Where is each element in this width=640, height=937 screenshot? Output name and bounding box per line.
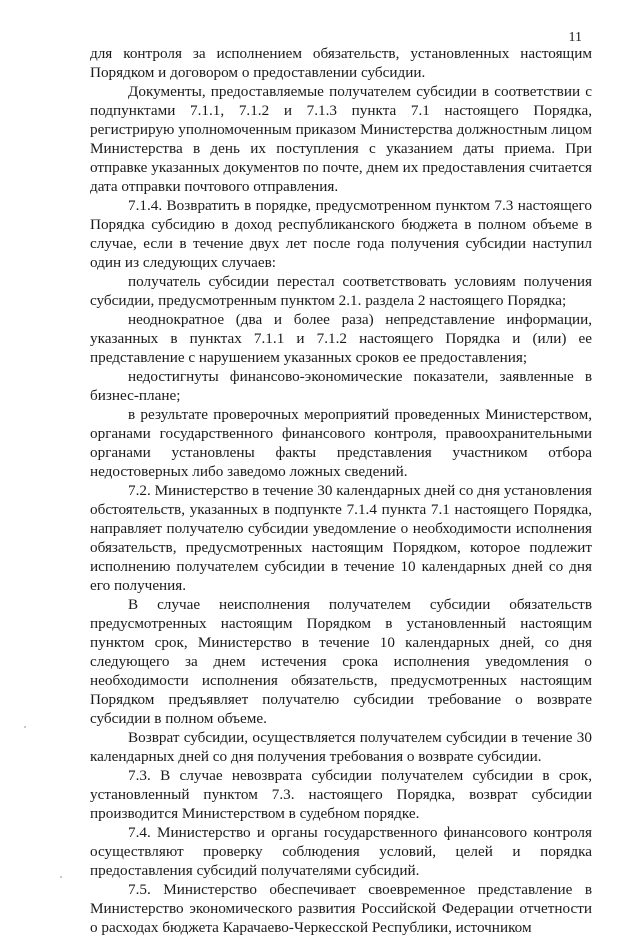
document-body xyxy=(90,44,592,937)
paragraph-7-2: 7.2. Министерство в течение 30 календарных дней со дня установления обстоятельств, указанных в подпункте 7.1.4 пункта 7.1 настоящего Порядка, направляет получателю субсидии уведомление о необходимости исполнения обязательств, предусмотренных настоящим Порядком, которое подлежит исполнению получателем субсидии в течение 10 календарных дней со дня его получения. xyxy=(90,482,592,594)
paragraph-case-1: получатель субсидии перестал соответствовать условиям получения субсидии, предусмотренным пунктом 2.1. раздела 2 настоящего Порядка; xyxy=(90,273,592,309)
paragraph-case-2: неоднократное (два и более раза) непредставление информации, указанных в пунктах 7.1.1 и 7.1.2 настоящего Порядка и (или) ее представление с нарушением указанных сроков ее предоставления; xyxy=(90,311,592,366)
paragraph-7-4: 7.4. Министерство и органы государственного финансового контроля осуществляют проверку соблюдения условий, целей и порядка предоставления субсидий получателями субсидий. xyxy=(90,824,592,879)
paragraph-non-fulfillment: В случае неисполнения получателем субсидии обязательств предусмотренных настоящим Порядком в установленный настоящим пунктом срок, Министерство в течение 10 календарных дней, со дня следующего за днем истечения срока исполнения уведомления о необходимости исполнения обязательств, предусмотренных настоящим Порядком предъявляет получателю субсидии требование о возврате субсидии в полном объеме. xyxy=(90,596,592,727)
paragraph-7-1-4: 7.1.4. Возвратить в порядке, предусмотренном пунктом 7.3 настоящего Порядка субсидию в доход республиканского бюджета в полном объеме в случае, если в течение двух лет после года получения субсидии наступил один из следующих случаев: xyxy=(90,197,592,271)
scan-speck xyxy=(60,876,62,878)
paragraph-documents: Документы, предоставляемые получателем субсидии в соответствии с подпунктами 7.1.1, 7.1.2 и 7.1.3 пункта 7.1 настоящего Порядка, регистрирую уполномоченным приказом Министерства должностным лицом Министерства в день их поступления с указанием даты приема. При отправке указанных документов по почте, днем их предоставления считается дата отправки почтового отправления. xyxy=(90,83,592,195)
page-number: 11 xyxy=(568,30,582,45)
paragraph-7-5: 7.5. Министерство обеспечивает своевременное представление в Министерство экономического развития Российской Федерации отчетности о расходах бюджета Карачаево-Черкесской Республики, источником xyxy=(90,881,592,936)
paragraph-refund: Возврат субсидии, осуществляется получателем субсидии в течение 30 календарных дней со дня получения требования о возврате субсидии. xyxy=(90,729,592,765)
paragraph-continuation: для контроля за исполнением обязательств, установленных настоящим Порядком и договором о предоставлении субсидии. xyxy=(90,45,592,81)
scan-speck xyxy=(24,726,26,728)
paragraph-case-3: недостигнуты финансово-экономические показатели, заявленные в бизнес-плане; xyxy=(90,368,592,404)
paragraph-case-4: в результате проверочных мероприятий проведенных Министерством, органами государственного финансового контроля, правоохранительными органами установлены факты представления участником отбора недостоверных либо заведомо ложных сведений. xyxy=(90,406,592,480)
paragraph-7-3: 7.3. В случае невозврата субсидии получателем субсидии в срок, установленный пунктом 7.3. настоящего Порядка, возврат субсидии производится Министерством в судебном порядке. xyxy=(90,767,592,822)
